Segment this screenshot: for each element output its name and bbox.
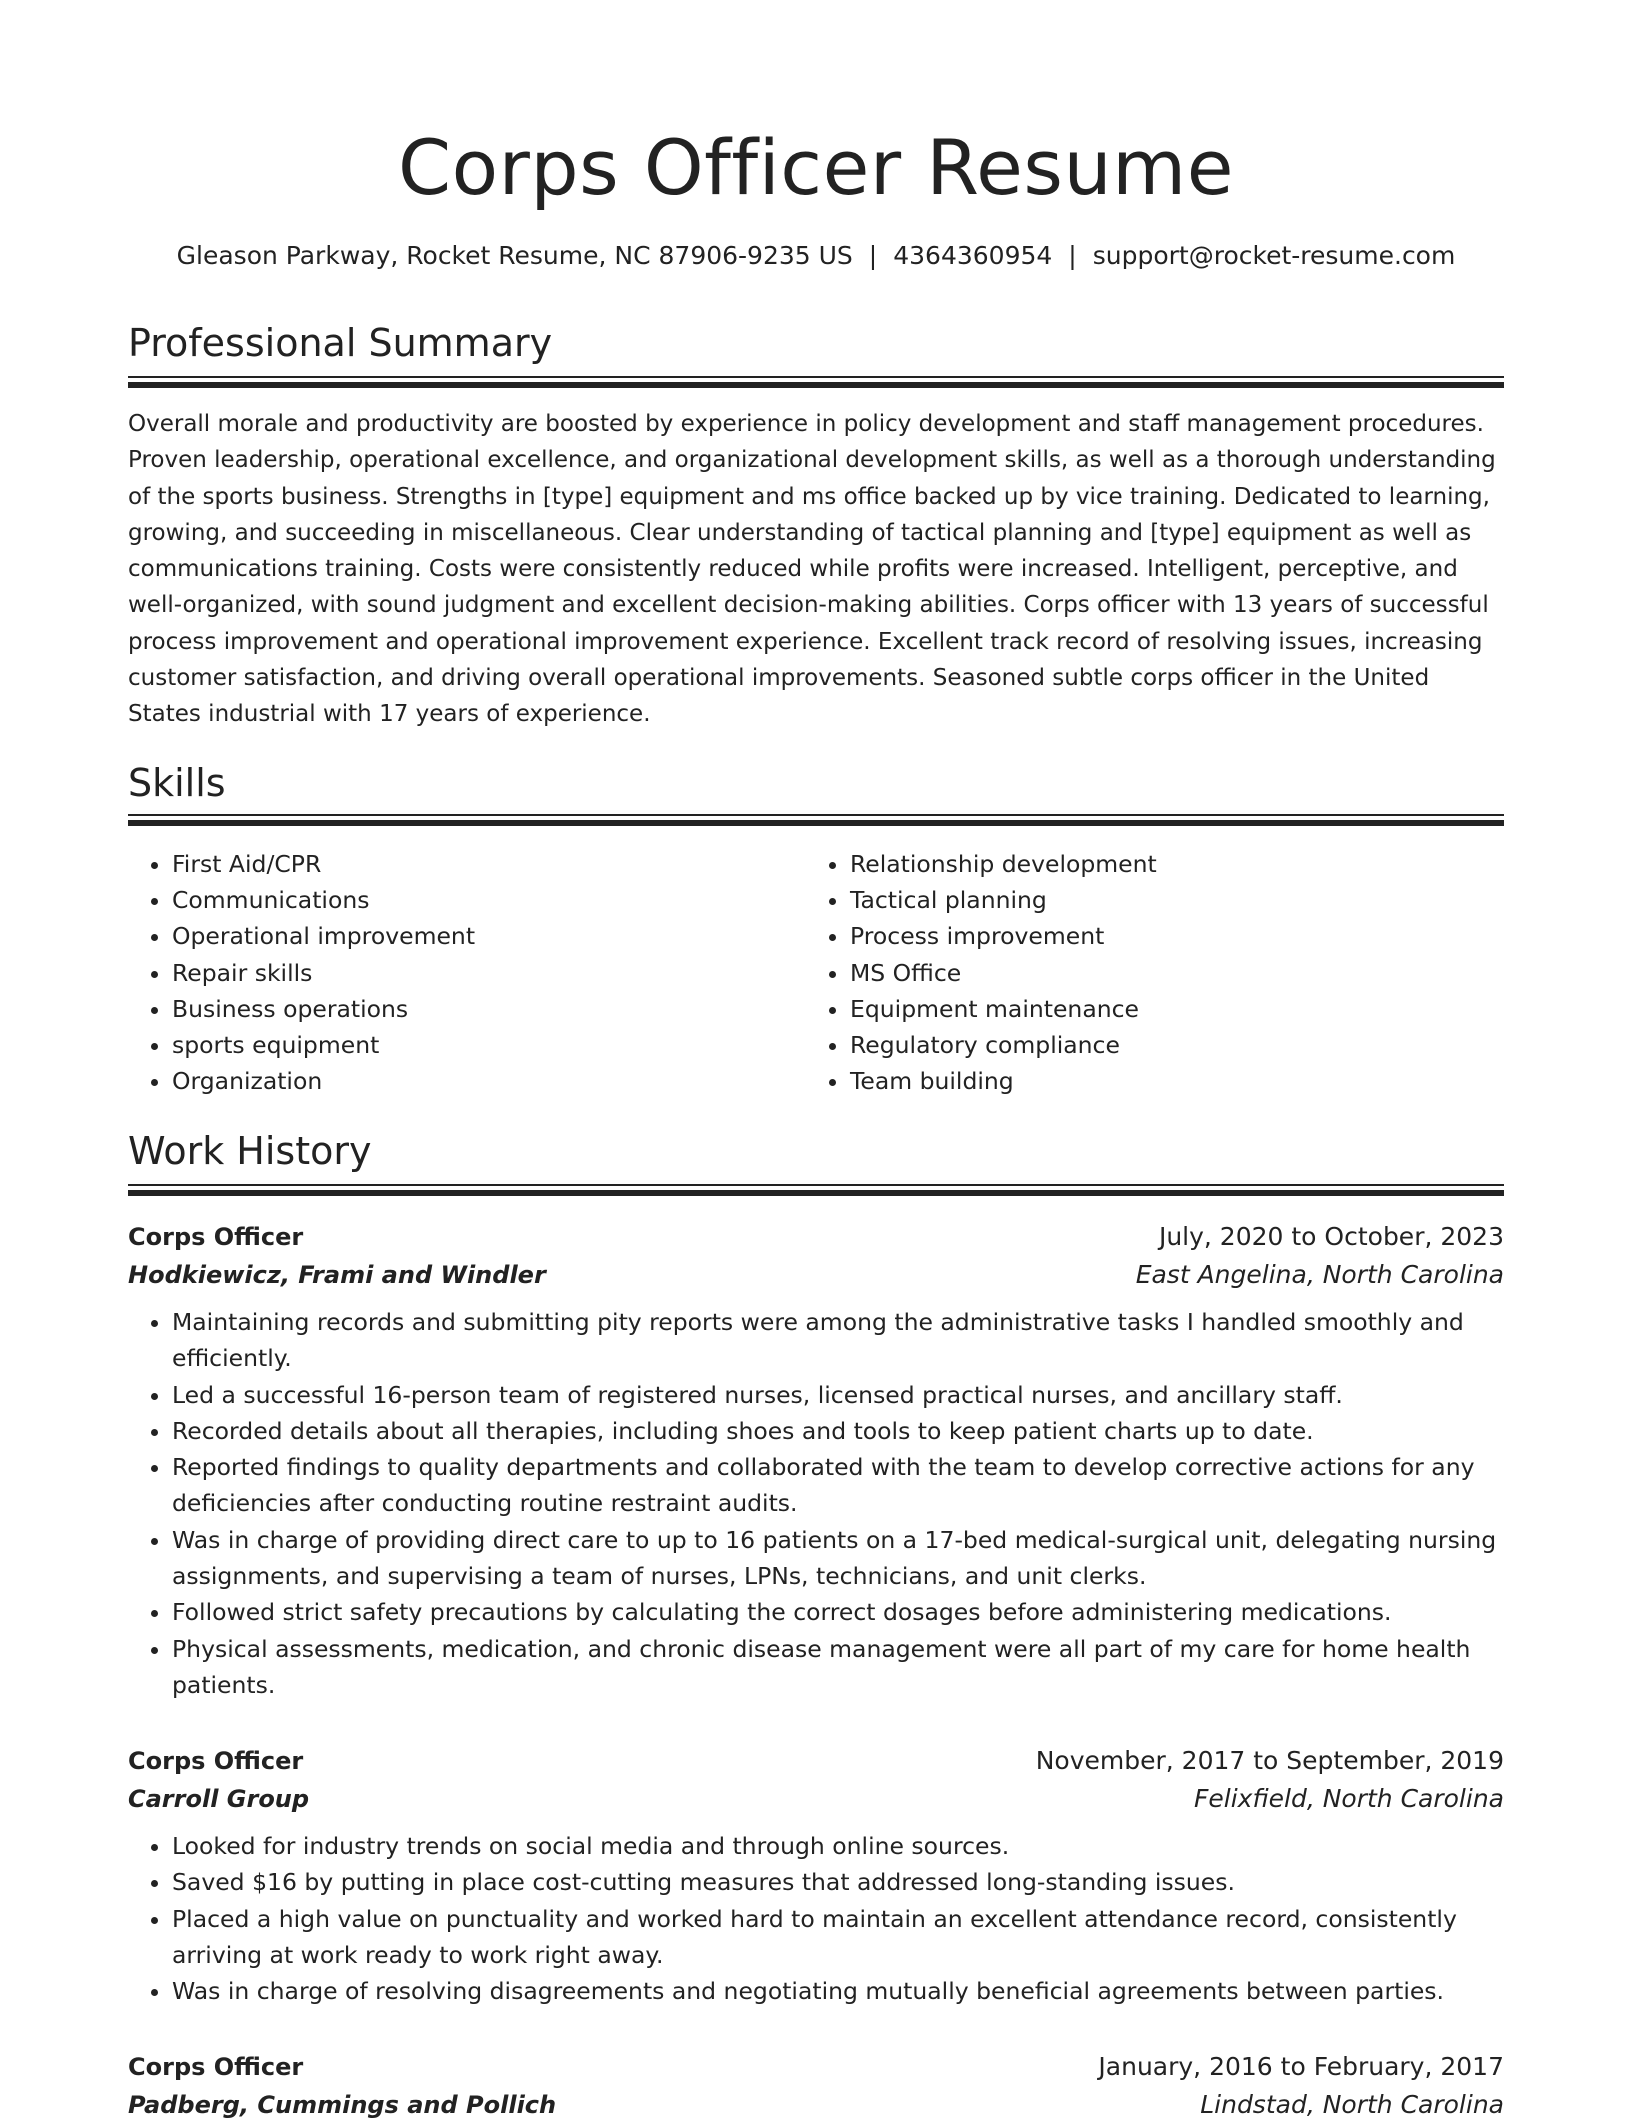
job-title: Corps Officer <box>128 1223 304 1251</box>
job-bullet: • Maintaining records and submitting pity reports were among the administrative tasks I handled smoothly and efficiently. <box>172 1304 1504 1377</box>
job-bullet: • Recorded details about all therapies, including shoes and tools to keep patient charts up to date. <box>172 1413 1504 1449</box>
skills-column-right <box>806 846 1484 1099</box>
job-header <box>128 2048 1504 2086</box>
job-header <box>128 1218 1504 1256</box>
job-entry <box>128 2048 1504 2124</box>
contact-line <box>0 238 1632 274</box>
section-divider <box>128 376 1504 388</box>
skill-item: • Communications <box>172 882 806 918</box>
job-header <box>128 1742 1504 1780</box>
job-entry <box>128 1742 1504 2009</box>
job-location: East Angelina, North Carolina <box>1135 1260 1504 1289</box>
skill-item: • Team building <box>850 1063 1484 1099</box>
skill-item: • sports equipment <box>172 1027 806 1063</box>
job-dates: July, 2020 to October, 2023 <box>1158 1222 1504 1251</box>
job-location: Lindstad, North Carolina <box>1200 2090 1504 2119</box>
job-bullet: • Was in charge of resolving disagreements and negotiating mutually beneficial agreements between parties. <box>172 1973 1504 2009</box>
skill-item: • Tactical planning <box>850 882 1484 918</box>
job-company: Hodkiewicz, Frami and Windler <box>128 1261 546 1289</box>
contact-email[interactable]: support@rocket-resume.com <box>1092 241 1456 270</box>
job-bullet: • Was in charge of providing direct care to up to 16 patients on a 17-bed medical-surgical unit, delegating nursing assignments, and supervising a team of nurses, LPNs, technicians, and unit clerks. <box>172 1522 1504 1595</box>
job-location: Felixfield, North Carolina <box>1194 1784 1504 1813</box>
skill-item: • Process improvement <box>850 918 1484 954</box>
skill-item: • Relationship development <box>850 846 1484 882</box>
summary-text: Overall morale and productivity are boosted by experience in policy development and staff management procedures. Proven leadership, operational excellence, and organizational development skills, as well as a thorough understanding of the sports business. Strengths in [type] equipment and ms office backed up by vice training. Dedicated to learning, growing, and succeeding in miscellaneous. Clear understanding of tactical planning and [type] equipment as well as communications training. Costs were consistently reduced while profits were increased. Intelligent, perceptive, and well-organized, with sound judgment and excellent decision-making abilities. Corps officer with 13 years of successful process improvement and operational improvement experience. Excellent track record of resolving issues, increasing customer satisfaction, and driving overall operational improvements. Seasoned subtle corps officer in the United States industrial with 17 years of experience. <box>128 411 1496 728</box>
skill-item: • First Aid/CPR <box>172 846 806 882</box>
job-bullets <box>128 1828 1504 2009</box>
skills-list <box>128 846 1504 1099</box>
skill-item: • Repair skills <box>172 955 806 991</box>
job-title: Corps Officer <box>128 2053 304 2081</box>
skill-item: • Business operations <box>172 991 806 1027</box>
section-divider <box>128 1184 1504 1196</box>
skill-item: • Equipment maintenance <box>850 991 1484 1027</box>
job-company: Padberg, Cummings and Pollich <box>128 2091 557 2119</box>
contact-separator: | <box>868 241 878 270</box>
job-bullet: • Saved $16 by putting in place cost-cutting measures that addressed long-standing issues. <box>172 1864 1504 1900</box>
resume-title: Corps Officer Resume <box>398 123 1234 212</box>
job-dates: January, 2016 to February, 2017 <box>1098 2052 1504 2081</box>
job-bullet: • Led a successful 16-person team of registered nurses, licensed practical nurses, and ancillary staff. <box>172 1377 1504 1413</box>
skill-item: • MS Office <box>850 955 1484 991</box>
job-bullets <box>128 1304 1504 1703</box>
skill-item: • Operational improvement <box>172 918 806 954</box>
job-title: Corps Officer <box>128 1747 304 1775</box>
job-bullet: • Followed strict safety precautions by calculating the correct dosages before administering medications. <box>172 1594 1504 1630</box>
job-bullet: • Reported findings to quality departments and collaborated with the team to develop corrective actions for any deficiencies after conducting routine restraint audits. <box>172 1449 1504 1522</box>
job-entry <box>128 1218 1504 1703</box>
job-company: Carroll Group <box>128 1785 310 1813</box>
section-title-summary: Professional Summary <box>128 321 553 365</box>
job-dates: November, 2017 to September, 2019 <box>1035 1746 1504 1775</box>
job-subheader <box>128 1256 1504 1294</box>
contact-separator: | <box>1068 241 1077 270</box>
job-subheader <box>128 1780 1504 1818</box>
contact-phone: 4364360954 <box>893 241 1053 270</box>
section-title-work-history: Work History <box>128 1129 372 1173</box>
job-bullet: • Physical assessments, medication, and chronic disease management were all part of my care for home health patients. <box>172 1631 1504 1704</box>
job-subheader <box>128 2086 1504 2124</box>
contact-address: Gleason Parkway, Rocket Resume, NC 87906-9235 US <box>176 241 853 270</box>
skill-item: • Organization <box>172 1063 806 1099</box>
job-bullet: • Looked for industry trends on social media and through online sources. <box>172 1828 1504 1864</box>
section-title-skills: Skills <box>128 761 226 805</box>
section-divider <box>128 814 1504 826</box>
job-bullet: • Placed a high value on punctuality and worked hard to maintain an excellent attendance record, consistently arriving at work ready to work right away. <box>172 1901 1504 1974</box>
skills-column-left <box>128 846 806 1099</box>
skill-item: • Regulatory compliance <box>850 1027 1484 1063</box>
